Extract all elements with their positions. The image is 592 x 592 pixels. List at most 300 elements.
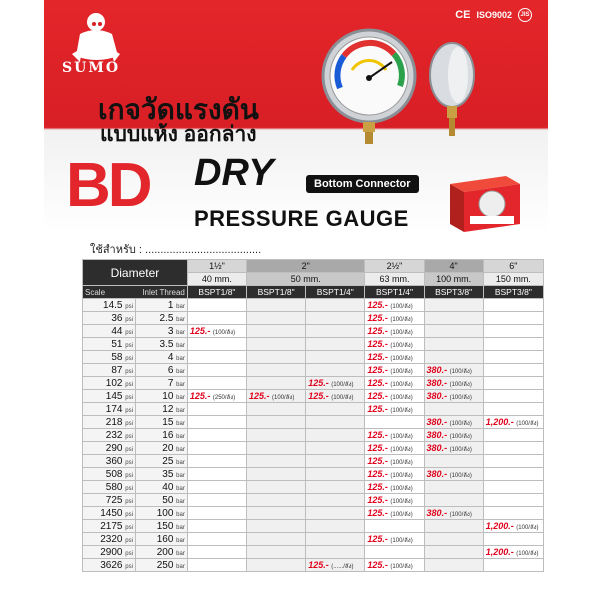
bar-number: 7 bbox=[167, 377, 174, 389]
size-mm: 50 mm. bbox=[247, 273, 365, 286]
size-mm: 40 mm. bbox=[187, 273, 246, 286]
price-cell bbox=[483, 507, 543, 520]
price-value: 125.- bbox=[367, 390, 388, 401]
bar-unit: bar bbox=[176, 446, 185, 453]
price-value: 1,200.- bbox=[485, 416, 514, 427]
size-inch: 2" bbox=[247, 260, 365, 273]
price-cell bbox=[187, 377, 246, 390]
price-cell bbox=[424, 455, 483, 468]
price-cell bbox=[483, 533, 543, 546]
price-cell bbox=[187, 455, 246, 468]
price-cell bbox=[247, 325, 306, 338]
price-cell bbox=[483, 364, 543, 377]
price-cell bbox=[306, 494, 365, 507]
psi-number: 58 bbox=[111, 351, 123, 363]
size-inch: 2½" bbox=[365, 260, 424, 273]
pack-note: (100/ลัง) bbox=[449, 394, 472, 401]
bar-unit: bar bbox=[176, 303, 185, 310]
bar-unit: bar bbox=[176, 316, 185, 323]
pack-note: (100/ลัง) bbox=[390, 498, 413, 505]
bar-value bbox=[135, 416, 187, 429]
psi-number: 580 bbox=[105, 481, 123, 493]
psi-unit: psi bbox=[125, 433, 133, 440]
bar-unit: bar bbox=[176, 524, 185, 531]
price-value: 125.- bbox=[367, 325, 388, 336]
table-row bbox=[83, 312, 544, 325]
price-cell bbox=[306, 429, 365, 442]
psi-number: 232 bbox=[105, 429, 123, 441]
size-mm: 63 mm. bbox=[365, 273, 424, 286]
price-cell bbox=[365, 494, 424, 507]
pack-note: (100/ลัง) bbox=[390, 329, 413, 336]
price-cell bbox=[424, 351, 483, 364]
psi-value bbox=[83, 429, 136, 442]
price-cell bbox=[365, 520, 424, 533]
price-cell bbox=[247, 533, 306, 546]
price-cell bbox=[187, 338, 246, 351]
price-value: 125.- bbox=[189, 325, 211, 336]
price-cell bbox=[424, 364, 483, 377]
inlet-thread-label: Inlet Thread bbox=[142, 287, 185, 297]
psi-unit: psi bbox=[125, 459, 133, 466]
price-cell bbox=[187, 442, 246, 455]
pack-note: (100/ลัง) bbox=[449, 446, 472, 453]
psi-unit: psi bbox=[125, 381, 133, 388]
price-cell bbox=[306, 325, 365, 338]
bar-number: 15 bbox=[162, 416, 174, 428]
price-cell bbox=[483, 559, 543, 572]
psi-unit: psi bbox=[125, 407, 133, 414]
pack-note: (100/ลัง) bbox=[390, 485, 413, 492]
psi-value bbox=[83, 533, 136, 546]
price-value: 125.- bbox=[367, 338, 388, 349]
bar-value bbox=[135, 299, 187, 312]
price-cell bbox=[424, 546, 483, 559]
thread-size: BSPT1/8" bbox=[247, 286, 306, 299]
psi-unit: psi bbox=[125, 342, 133, 349]
bar-unit: bar bbox=[176, 459, 185, 466]
psi-unit: psi bbox=[125, 420, 133, 427]
bar-unit: bar bbox=[176, 407, 185, 414]
price-cell bbox=[424, 520, 483, 533]
price-spec-table bbox=[82, 259, 544, 572]
price-cell bbox=[365, 312, 424, 325]
price-cell bbox=[483, 468, 543, 481]
bar-number: 35 bbox=[162, 468, 174, 480]
price-cell bbox=[424, 403, 483, 416]
product-box-image bbox=[446, 170, 522, 236]
price-cell bbox=[247, 429, 306, 442]
pack-note: (100/ลัง) bbox=[390, 316, 413, 323]
bar-unit: bar bbox=[176, 550, 185, 557]
price-cell bbox=[187, 299, 246, 312]
psi-value bbox=[83, 520, 136, 533]
bar-number: 3.5 bbox=[159, 338, 174, 350]
price-value: 125.- bbox=[367, 533, 388, 544]
pack-note: (100/ลัง) bbox=[390, 433, 413, 440]
pack-note: (250/ลัง) bbox=[212, 394, 236, 401]
psi-value bbox=[83, 507, 136, 520]
psi-number: 145 bbox=[105, 390, 123, 402]
price-cell bbox=[365, 559, 424, 572]
psi-unit: psi bbox=[125, 485, 133, 492]
pack-note: (100/ลัง) bbox=[390, 381, 413, 388]
bar-unit: bar bbox=[176, 342, 185, 349]
psi-value bbox=[83, 403, 136, 416]
psi-value bbox=[83, 494, 136, 507]
price-cell bbox=[306, 559, 365, 572]
bar-unit: bar bbox=[176, 355, 185, 362]
table-row bbox=[83, 377, 544, 390]
bar-number: 160 bbox=[156, 533, 174, 545]
pack-note: (100/ลัง) bbox=[331, 394, 354, 401]
pack-note: (100/ลัง) bbox=[449, 511, 472, 518]
price-cell bbox=[483, 351, 543, 364]
psi-number: 174 bbox=[105, 403, 123, 415]
price-cell bbox=[187, 416, 246, 429]
psi-unit: psi bbox=[125, 355, 133, 362]
pressure-gauge-front-image bbox=[314, 26, 424, 146]
size-inch: 6" bbox=[483, 260, 543, 273]
bar-value bbox=[135, 364, 187, 377]
bar-value bbox=[135, 429, 187, 442]
dry-title: DRY bbox=[194, 152, 274, 194]
price-cell bbox=[365, 377, 424, 390]
psi-value bbox=[83, 377, 136, 390]
pack-note: (100/ลัง) bbox=[449, 381, 472, 388]
price-value: 125.- bbox=[189, 390, 211, 401]
psi-number: 508 bbox=[105, 468, 123, 480]
price-value: 380.- bbox=[426, 377, 448, 388]
table-row bbox=[83, 338, 544, 351]
bar-unit: bar bbox=[176, 420, 185, 427]
price-cell bbox=[483, 338, 543, 351]
size-inch: 4" bbox=[424, 260, 483, 273]
psi-number: 725 bbox=[105, 494, 123, 506]
price-cell bbox=[247, 364, 306, 377]
price-cell bbox=[365, 468, 424, 481]
table-row bbox=[83, 442, 544, 455]
bar-value bbox=[135, 338, 187, 351]
price-value: 125.- bbox=[367, 364, 388, 375]
psi-value bbox=[83, 364, 136, 377]
psi-unit: psi bbox=[125, 303, 133, 310]
price-value: 380.- bbox=[426, 468, 448, 479]
bar-number: 3 bbox=[167, 325, 174, 337]
psi-unit: psi bbox=[125, 524, 133, 531]
pack-note: (100/ลัง) bbox=[390, 537, 413, 544]
price-cell bbox=[483, 299, 543, 312]
thread-size: BSPT1/4" bbox=[365, 286, 424, 299]
table-row bbox=[83, 416, 544, 429]
bar-value bbox=[135, 546, 187, 559]
price-cell bbox=[187, 312, 246, 325]
pack-note: (100/ลัง) bbox=[390, 446, 413, 453]
psi-unit: psi bbox=[125, 550, 133, 557]
price-cell bbox=[247, 351, 306, 364]
pack-note: (100/ลัง) bbox=[449, 472, 472, 479]
psi-unit: psi bbox=[125, 537, 133, 544]
price-value: 125.- bbox=[367, 455, 388, 466]
price-cell bbox=[247, 312, 306, 325]
psi-value bbox=[83, 325, 136, 338]
price-cell bbox=[424, 533, 483, 546]
bar-number: 200 bbox=[156, 546, 174, 558]
psi-unit: psi bbox=[125, 446, 133, 453]
price-cell bbox=[424, 468, 483, 481]
table-row bbox=[83, 507, 544, 520]
pack-note: (100/ลัง) bbox=[212, 329, 236, 336]
thread-size: BSPT3/8" bbox=[424, 286, 483, 299]
price-value: 125.- bbox=[249, 390, 270, 401]
price-value: 125.- bbox=[367, 481, 388, 492]
price-cell bbox=[483, 377, 543, 390]
pack-note: (100/ลัง) bbox=[449, 433, 472, 440]
psi-value bbox=[83, 442, 136, 455]
bar-unit: bar bbox=[176, 433, 185, 440]
psi-value bbox=[83, 468, 136, 481]
price-cell bbox=[424, 416, 483, 429]
price-value: 125.- bbox=[367, 468, 388, 479]
price-cell bbox=[247, 546, 306, 559]
product-poster bbox=[44, 0, 548, 592]
pack-note: (100/ลัง) bbox=[390, 303, 413, 310]
price-cell bbox=[483, 325, 543, 338]
table-row bbox=[83, 351, 544, 364]
price-cell bbox=[424, 442, 483, 455]
pack-note: (....../ลัง) bbox=[331, 563, 354, 570]
price-cell bbox=[247, 520, 306, 533]
thai-title-line1: เกจวัดแรงดัน bbox=[98, 94, 259, 125]
price-value: 380.- bbox=[426, 364, 448, 375]
price-value: 125.- bbox=[367, 442, 388, 453]
size-mm: 150 mm. bbox=[483, 273, 543, 286]
pack-note: (100/ลัง) bbox=[449, 420, 472, 427]
table-row bbox=[83, 559, 544, 572]
pack-note: (100/ลัง) bbox=[516, 420, 539, 427]
price-value: 125.- bbox=[367, 377, 388, 388]
model-code: BD bbox=[66, 151, 150, 220]
price-cell bbox=[306, 546, 365, 559]
price-cell bbox=[247, 481, 306, 494]
psi-number: 2175 bbox=[100, 520, 123, 532]
table-row bbox=[83, 429, 544, 442]
bar-number: 12 bbox=[162, 403, 174, 415]
price-cell bbox=[424, 325, 483, 338]
table-row bbox=[83, 520, 544, 533]
price-cell bbox=[365, 325, 424, 338]
pack-note: (100/ลัง) bbox=[272, 394, 295, 401]
price-cell bbox=[424, 312, 483, 325]
iso-mark: ISO9002 bbox=[476, 10, 512, 20]
price-cell bbox=[483, 455, 543, 468]
psi-unit: psi bbox=[125, 368, 133, 375]
price-value: 380.- bbox=[426, 442, 448, 453]
bar-number: 100 bbox=[156, 507, 174, 519]
bar-number: 250 bbox=[156, 559, 174, 571]
pack-note: (100/ลัง) bbox=[390, 394, 413, 401]
price-cell bbox=[306, 364, 365, 377]
psi-number: 360 bbox=[105, 455, 123, 467]
bar-number: 20 bbox=[162, 442, 174, 454]
psi-number: 44 bbox=[111, 325, 123, 337]
price-cell bbox=[306, 520, 365, 533]
psi-unit: psi bbox=[125, 511, 133, 518]
psi-number: 218 bbox=[105, 416, 123, 428]
psi-number: 290 bbox=[105, 442, 123, 454]
size-mm: 100 mm. bbox=[424, 273, 483, 286]
price-cell bbox=[247, 455, 306, 468]
price-value: 1,200.- bbox=[485, 520, 514, 531]
price-cell bbox=[365, 429, 424, 442]
psi-value bbox=[83, 299, 136, 312]
bar-value bbox=[135, 507, 187, 520]
price-cell bbox=[365, 507, 424, 520]
bar-number: 6 bbox=[167, 364, 174, 376]
bar-unit: bar bbox=[176, 537, 185, 544]
price-value: 125.- bbox=[367, 312, 388, 323]
price-cell bbox=[187, 325, 246, 338]
price-cell bbox=[424, 507, 483, 520]
jis-mark: JIS bbox=[518, 8, 532, 22]
pressure-gauge-subtitle: PRESSURE GAUGE bbox=[194, 206, 409, 231]
bar-value bbox=[135, 520, 187, 533]
table-row bbox=[83, 325, 544, 338]
price-cell bbox=[365, 416, 424, 429]
price-cell bbox=[483, 442, 543, 455]
price-cell bbox=[365, 390, 424, 403]
price-cell bbox=[365, 442, 424, 455]
scale-inlet-label bbox=[83, 286, 188, 299]
table-row bbox=[83, 455, 544, 468]
bar-unit: bar bbox=[176, 485, 185, 492]
bottom-connector-badge: Bottom Connector bbox=[306, 175, 419, 193]
psi-value bbox=[83, 481, 136, 494]
table-row bbox=[83, 481, 544, 494]
bar-unit: bar bbox=[176, 394, 185, 401]
price-cell bbox=[187, 390, 246, 403]
price-cell bbox=[483, 494, 543, 507]
price-cell bbox=[483, 520, 543, 533]
scale-label: Scale bbox=[85, 287, 106, 297]
psi-value bbox=[83, 546, 136, 559]
psi-number: 36 bbox=[111, 312, 123, 324]
price-cell bbox=[424, 377, 483, 390]
bar-value bbox=[135, 403, 187, 416]
price-cell bbox=[187, 351, 246, 364]
psi-value bbox=[83, 390, 136, 403]
price-cell bbox=[306, 416, 365, 429]
certification-marks bbox=[455, 8, 532, 22]
pack-note: (100/ลัง) bbox=[390, 355, 413, 362]
price-cell bbox=[424, 559, 483, 572]
bar-value bbox=[135, 481, 187, 494]
price-cell bbox=[247, 390, 306, 403]
price-cell bbox=[187, 559, 246, 572]
price-cell bbox=[483, 390, 543, 403]
bar-number: 1 bbox=[167, 299, 174, 311]
bar-value bbox=[135, 377, 187, 390]
bar-value bbox=[135, 351, 187, 364]
price-cell bbox=[424, 299, 483, 312]
psi-value bbox=[83, 351, 136, 364]
use-for-line: ใช้สำหรับ : ...................................... bbox=[90, 244, 262, 256]
price-value: 1,200.- bbox=[485, 546, 514, 557]
price-cell bbox=[306, 468, 365, 481]
price-cell bbox=[187, 494, 246, 507]
price-cell bbox=[424, 390, 483, 403]
psi-value bbox=[83, 338, 136, 351]
pack-note: (100/ลัง) bbox=[390, 342, 413, 349]
price-cell bbox=[306, 390, 365, 403]
price-value: 125.- bbox=[308, 390, 329, 401]
price-cell bbox=[483, 429, 543, 442]
bar-value bbox=[135, 442, 187, 455]
price-cell bbox=[306, 442, 365, 455]
price-cell bbox=[306, 351, 365, 364]
table-row bbox=[83, 533, 544, 546]
price-cell bbox=[365, 299, 424, 312]
psi-number: 3626 bbox=[100, 559, 123, 571]
bar-number: 50 bbox=[162, 494, 174, 506]
diameter-label: Diameter bbox=[83, 260, 188, 286]
price-cell bbox=[187, 546, 246, 559]
psi-value bbox=[83, 312, 136, 325]
psi-unit: psi bbox=[125, 394, 133, 401]
pack-note: (100/ลัง) bbox=[390, 563, 413, 570]
table-row bbox=[83, 364, 544, 377]
pack-note: (100/ลัง) bbox=[390, 511, 413, 518]
price-cell bbox=[365, 455, 424, 468]
bar-unit: bar bbox=[176, 498, 185, 505]
header-row-thread bbox=[83, 286, 544, 299]
pack-note: (100/ลัง) bbox=[390, 407, 413, 414]
price-cell bbox=[306, 403, 365, 416]
price-cell bbox=[483, 416, 543, 429]
price-cell bbox=[483, 312, 543, 325]
table-row bbox=[83, 546, 544, 559]
psi-number: 87 bbox=[111, 364, 123, 376]
table-row bbox=[83, 299, 544, 312]
price-cell bbox=[306, 377, 365, 390]
table-row bbox=[83, 468, 544, 481]
price-cell bbox=[187, 533, 246, 546]
bar-value bbox=[135, 312, 187, 325]
price-cell bbox=[247, 338, 306, 351]
price-cell bbox=[306, 533, 365, 546]
price-cell bbox=[187, 520, 246, 533]
pack-note: (100/ลัง) bbox=[516, 524, 539, 531]
price-cell bbox=[365, 403, 424, 416]
bar-unit: bar bbox=[176, 563, 185, 570]
psi-unit: psi bbox=[125, 316, 133, 323]
price-cell bbox=[187, 507, 246, 520]
ce-mark: CE bbox=[455, 9, 471, 21]
psi-number: 1450 bbox=[100, 507, 123, 519]
price-cell bbox=[187, 364, 246, 377]
pack-note: (100/ลัง) bbox=[449, 368, 472, 375]
psi-unit: psi bbox=[125, 472, 133, 479]
price-cell bbox=[247, 416, 306, 429]
bar-value bbox=[135, 325, 187, 338]
psi-number: 102 bbox=[105, 377, 123, 389]
price-cell bbox=[365, 364, 424, 377]
price-cell bbox=[306, 338, 365, 351]
pressure-gauge-side-image bbox=[422, 40, 482, 150]
table-row bbox=[83, 390, 544, 403]
price-cell bbox=[483, 481, 543, 494]
price-value: 380.- bbox=[426, 429, 448, 440]
